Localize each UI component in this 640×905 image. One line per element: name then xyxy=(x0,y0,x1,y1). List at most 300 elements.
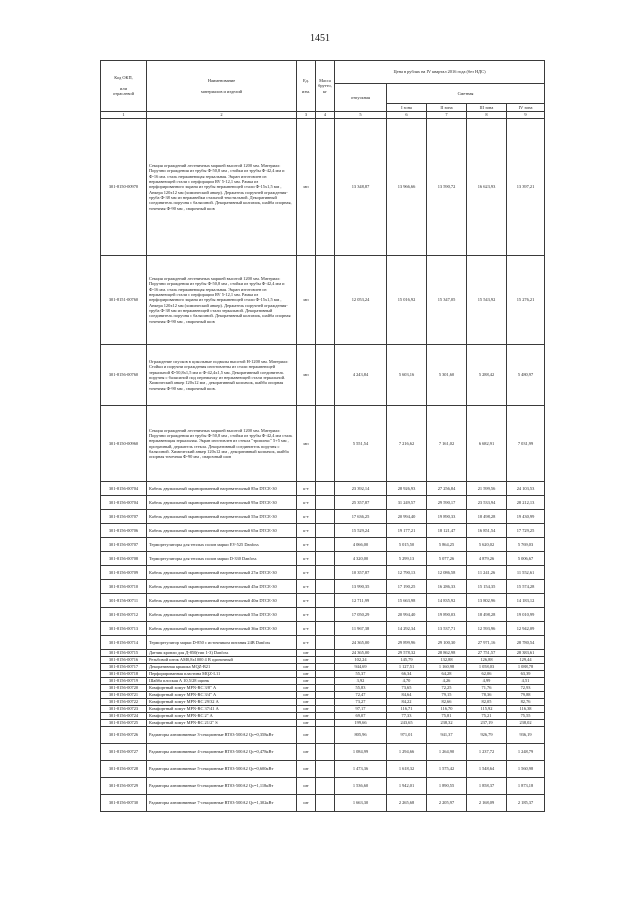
row-zone-3-price: 5 288,42 xyxy=(467,345,507,406)
header-unit: Ед. изм. xyxy=(297,61,316,112)
row-code: 301-8156-00710 xyxy=(101,580,147,594)
row-zone-1-price: 77,33 xyxy=(387,713,427,720)
row-release-price: 69,07 xyxy=(335,713,387,720)
row-zone-1-price: 1 618,32 xyxy=(387,761,427,778)
row-zone-3-price: 13 802,96 xyxy=(467,594,507,608)
row-zone-1-price: 28 926,93 xyxy=(387,482,427,496)
table-row xyxy=(101,706,545,713)
row-zone-2-price: 941,37 xyxy=(427,727,467,744)
row-mass xyxy=(316,482,335,496)
row-zone-2-price: 18 121,47 xyxy=(427,524,467,538)
table-row xyxy=(101,713,545,720)
row-unit: шт xyxy=(297,720,316,727)
row-code: 301-8156-00727 xyxy=(101,744,147,761)
row-zone-1-price: 19 177,21 xyxy=(387,524,427,538)
row-zone-2-price: 72,25 xyxy=(427,685,467,692)
row-zone-2-price: 5 077,26 xyxy=(427,552,467,566)
row-release-price: 55,83 xyxy=(335,685,387,692)
row-code: 301-8156-00760 xyxy=(101,345,147,406)
row-description: Декоративная крышка MQZ-B21 xyxy=(147,664,297,671)
row-zone-3-price: 15 154,35 xyxy=(467,580,507,594)
row-unit: к-т xyxy=(297,496,316,510)
row-zone-1-price: 66,34 xyxy=(387,671,427,678)
row-zone-1-price: 31 249,57 xyxy=(387,496,427,510)
row-mass xyxy=(316,622,335,636)
row-code: 301-8156-00706 xyxy=(101,524,147,538)
table-row xyxy=(101,496,545,510)
col-number: 9 xyxy=(507,112,545,119)
row-description: Радиаторы алюминиевые 3-секционные RT03-500А2 Qс=0,358кВт xyxy=(147,727,297,744)
row-zone-2-price: 1 890,55 xyxy=(427,778,467,795)
table-row xyxy=(101,636,545,650)
row-code: 301-8156-00724 xyxy=(101,713,147,720)
row-zone-3-price: 16 623,93 xyxy=(467,119,507,256)
row-zone-1-price: 243,65 xyxy=(387,720,427,727)
row-zone-1-price: 1 942,01 xyxy=(387,778,427,795)
row-zone-1-price: 15 016,92 xyxy=(387,256,427,345)
row-code: 301-8156-00718 xyxy=(101,671,147,678)
row-release-price: 3,92 xyxy=(335,678,387,685)
row-zone-1-price: 84,22 xyxy=(387,699,427,706)
row-zone-4-price: 19 010,99 xyxy=(507,608,545,622)
row-zone-4-price: 11 552,61 xyxy=(507,566,545,580)
row-mass xyxy=(316,713,335,720)
row-zone-3-price: 12 593,96 xyxy=(467,622,507,636)
table-row xyxy=(101,406,545,482)
row-release-price: 4 320,00 xyxy=(335,552,387,566)
row-zone-2-price: 75,81 xyxy=(427,713,467,720)
table-row xyxy=(101,524,545,538)
row-mass xyxy=(316,727,335,744)
row-zone-3-price: 4 879,26 xyxy=(467,552,507,566)
row-zone-1-price: 145,79 xyxy=(387,657,427,664)
table-row xyxy=(101,510,545,524)
col-number: 4 xyxy=(316,112,335,119)
row-release-price: 13 348,87 xyxy=(335,119,387,256)
row-description: Комфортный хомут MPN-RC 2" А xyxy=(147,713,297,720)
row-zone-3-price: 1 237,72 xyxy=(467,744,507,761)
row-description: Комфортный хомут MPN-RC 37/41 А xyxy=(147,706,297,713)
row-description: Секция ограждений лестничных маршей высотой 1200 мм. Материал: Поручни ограждения из трубы Ф-50,8 мм , стойки из трубы Ф-42,4 мм и Ф-16 мм. сталь нержавеющая зеркальная. Экран изготовлен из нержавеющей стали с перфорации RV 5-12,1 мм. Рамка из перфорированного экрана из трубы нержавеющей стали Ф-15х1,5 мм , Анкера 120х12 мм (химический анкер). Держатель поручней ограждения-труба Ф-38 мм из нержавеющей стали зеркальной. Декоративный соединитель поручня с балясиной. Декоративный колпачок, шайба опорная точечная Ф-90 мм , сварочный шов xyxy=(147,256,297,345)
header-mass: Масса брутто, кг xyxy=(316,61,335,112)
row-unit: мп xyxy=(297,345,316,406)
row-zone-3-price: 1 858,37 xyxy=(467,778,507,795)
row-code: 301-8156-00704 xyxy=(101,482,147,496)
row-zone-4-price: 82,76 xyxy=(507,699,545,706)
row-unit: к-т xyxy=(297,566,316,580)
row-release-price: 24 365,00 xyxy=(335,636,387,650)
row-description: Комфортный хомут MPN-RC 3/8" А xyxy=(147,685,297,692)
row-code: 301-8156-00714 xyxy=(101,636,147,650)
row-unit: шт xyxy=(297,706,316,713)
table-row xyxy=(101,727,545,744)
row-release-price: 1 473,36 xyxy=(335,761,387,778)
row-release-price: 4 243,84 xyxy=(335,345,387,406)
row-unit: к-т xyxy=(297,594,316,608)
column-number-row xyxy=(101,112,545,119)
row-mass xyxy=(316,510,335,524)
table-row xyxy=(101,622,545,636)
row-zone-4-price: 1 088,78 xyxy=(507,664,545,671)
row-description: Терморегуляторы для теплых полов марки D-330 Danfoss xyxy=(147,552,297,566)
row-description: Комфортный хомут MPN-RC 29/32 А xyxy=(147,699,297,706)
header-release: отпускная xyxy=(335,84,387,112)
row-zone-3-price: 27 751,57 xyxy=(467,650,507,657)
row-code: 301-8156-00725 xyxy=(101,720,147,727)
row-mass xyxy=(316,657,335,664)
row-zone-3-price: 2 168,09 xyxy=(467,795,507,812)
row-mass xyxy=(316,566,335,580)
table-row xyxy=(101,580,545,594)
row-mass xyxy=(316,778,335,795)
row-zone-3-price: 27 971,16 xyxy=(467,636,507,650)
row-release-price: 24 365,00 xyxy=(335,650,387,657)
col-number: 6 xyxy=(387,112,427,119)
table-row xyxy=(101,482,545,496)
row-release-price: 10 357,87 xyxy=(335,566,387,580)
table-row xyxy=(101,761,545,778)
row-unit: к-т xyxy=(297,552,316,566)
row-code: 301-8156-00704 xyxy=(101,496,147,510)
row-zone-4-price: 116,38 xyxy=(507,706,545,713)
table-row xyxy=(101,720,545,727)
row-unit: шт xyxy=(297,744,316,761)
row-description: Резьбовой шток АМ0,8х1000 4 В одиночный xyxy=(147,657,297,664)
row-release-price: 17 050,29 xyxy=(335,608,387,622)
table-row xyxy=(101,119,545,256)
table-row xyxy=(101,256,545,345)
row-zone-1-price: 5 603,16 xyxy=(387,345,427,406)
row-zone-3-price: 75,21 xyxy=(467,713,507,720)
row-zone-4-price: 936,19 xyxy=(507,727,545,744)
header-estimate: Сметная xyxy=(387,84,545,104)
table-row xyxy=(101,685,545,692)
row-description: Радиаторы алюминиевые 7-секционные RT03-500А2 Qс=1,302кВт xyxy=(147,795,297,812)
row-zone-4-price: 24 103,53 xyxy=(507,482,545,496)
row-zone-4-price: 13 397,21 xyxy=(507,119,545,256)
row-zone-2-price: 1 264,90 xyxy=(427,744,467,761)
row-unit: к-т xyxy=(297,482,316,496)
row-description: Кабель двужильный экранированный нагревательный 55м DTCE-30 xyxy=(147,510,297,524)
table-row xyxy=(101,664,545,671)
row-unit: к-т xyxy=(297,538,316,552)
row-mass xyxy=(316,706,335,713)
row-mass xyxy=(316,685,335,692)
row-mass xyxy=(316,795,335,812)
row-code: 301-8156-00721 xyxy=(101,692,147,699)
row-zone-2-price: 29 590,17 xyxy=(427,496,467,510)
row-release-price: 15 529,24 xyxy=(335,524,387,538)
row-description: Комфортный хомут MPN-RC 21/2" S xyxy=(147,720,297,727)
row-code: 301-8150-00960 xyxy=(101,406,147,482)
row-zone-3-price: 21 599,56 xyxy=(467,482,507,496)
row-zone-3-price: 1 058,03 xyxy=(467,664,507,671)
row-code: 301-8156-00707 xyxy=(101,510,147,524)
header-zone-1: I зона xyxy=(387,104,427,112)
row-code: 301-8156-00719 xyxy=(101,678,147,685)
table-body xyxy=(101,119,545,812)
row-zone-2-price: 64,28 xyxy=(427,671,467,678)
row-code: 301-8156-00708 xyxy=(101,552,147,566)
row-release-price: 73,27 xyxy=(335,699,387,706)
row-zone-4-price: 15 574,28 xyxy=(507,580,545,594)
row-unit: шт xyxy=(297,699,316,706)
row-zone-4-price: 72,93 xyxy=(507,685,545,692)
row-zone-3-price: 82,05 xyxy=(467,699,507,706)
row-unit: мп xyxy=(297,406,316,482)
header-zone-4: IV зона xyxy=(507,104,545,112)
row-description: Секция ограждений лестничных маршей высотой 1200 мм. Материал: Поручни ограждения из трубы Ф-50,8 мм , стойки из трубы Ф-42,4 мм и Ф-16 мм. сталь нержавеющая зеркальная. Экран изготовлен из нержавеющей стали с перфорации RV 5-12,1 мм. Рамка из перфорированного экрана из трубы нержавеющей стали Ф-15х1,5 мм , Анкера 120х12 мм (химический анкер). Держатель поручней ограждения-труба Ф-38 мм из нержавейки стальной текстильной. Декоративный соединитель поручня с балясиной. Декоративный колпачок, шайба опорная, точечная Ф-90 мм , сварочный шов xyxy=(147,119,297,256)
row-unit: к-т xyxy=(297,636,316,650)
row-description: Шайба плоская А 10,5/28 оцинк xyxy=(147,678,297,685)
row-zone-3-price: 62,06 xyxy=(467,671,507,678)
header-row-1 xyxy=(101,61,545,84)
row-code: 301-8156-00716 xyxy=(101,657,147,664)
row-zone-2-price: 79,15 xyxy=(427,692,467,699)
row-zone-3-price: 11 241,26 xyxy=(467,566,507,580)
row-zone-1-price: 20 994,40 xyxy=(387,608,427,622)
row-mass xyxy=(316,671,335,678)
row-zone-2-price: 19 890,03 xyxy=(427,608,467,622)
row-unit: мп xyxy=(297,119,316,256)
row-zone-2-price: 4,26 xyxy=(427,678,467,685)
row-unit: к-т xyxy=(297,622,316,636)
row-description: Радиаторы алюминиевые 6-секционные RT03-500А2 Qс=1,118кВт xyxy=(147,778,297,795)
row-code: 301-8156-00709 xyxy=(101,566,147,580)
row-release-price: 12 711,99 xyxy=(335,594,387,608)
row-release-price: 55,37 xyxy=(335,671,387,678)
row-zone-4-price: 79,88 xyxy=(507,692,545,699)
row-release-price: 5 551,54 xyxy=(335,406,387,482)
row-code: 301-8156-00722 xyxy=(101,699,147,706)
col-number: 8 xyxy=(467,112,507,119)
row-mass xyxy=(316,524,335,538)
row-zone-3-price: 6 682,91 xyxy=(467,406,507,482)
row-zone-4-price: 28 212,13 xyxy=(507,496,545,510)
row-zone-4-price: 63,39 xyxy=(507,671,545,678)
row-mass xyxy=(316,594,335,608)
row-mass xyxy=(316,552,335,566)
row-description: Датчик кровли для Д-850(тип 1-3) Danfoss xyxy=(147,650,297,657)
row-zone-4-price: 75,55 xyxy=(507,713,545,720)
row-zone-1-price: 12 790,13 xyxy=(387,566,427,580)
row-mass xyxy=(316,406,335,482)
row-zone-3-price: 78,36 xyxy=(467,692,507,699)
row-release-price: 1 663,30 xyxy=(335,795,387,812)
row-zone-4-price: 28 780,54 xyxy=(507,636,545,650)
row-code: 301-8156-00720 xyxy=(101,685,147,692)
row-release-price: 199,66 xyxy=(335,720,387,727)
row-zone-4-price: 129,44 xyxy=(507,657,545,664)
row-zone-4-price: 1 873,18 xyxy=(507,778,545,795)
row-release-price: 944,69 xyxy=(335,664,387,671)
row-zone-4-price: 17 729,25 xyxy=(507,524,545,538)
row-zone-1-price: 29 899,96 xyxy=(387,636,427,650)
row-code: 301-8156-00711 xyxy=(101,594,147,608)
row-zone-2-price: 82,66 xyxy=(427,699,467,706)
row-code: 301-8156-00712 xyxy=(101,608,147,622)
row-unit: шт xyxy=(297,650,316,657)
row-zone-3-price: 4,99 xyxy=(467,678,507,685)
row-release-price: 1 536,60 xyxy=(335,778,387,795)
row-description: Терморегулятор марки D-850 с источником питания 24В Danfoss xyxy=(147,636,297,650)
row-unit: к-т xyxy=(297,524,316,538)
row-description: Терморегуляторы для теплых полов марки EV-525 Danfoss xyxy=(147,538,297,552)
row-zone-1-price: 4,70 xyxy=(387,678,427,685)
table-row xyxy=(101,552,545,566)
row-zone-3-price: 1 548,64 xyxy=(467,761,507,778)
row-unit: шт xyxy=(297,727,316,744)
row-description: Кабель двужильный экранированный нагревательный 85м DTCE-30 xyxy=(147,482,297,496)
row-zone-2-price: 12 086,58 xyxy=(427,566,467,580)
row-unit: шт xyxy=(297,713,316,720)
row-zone-3-price: 237,19 xyxy=(467,720,507,727)
row-mass xyxy=(316,699,335,706)
header-zone-2: II зона xyxy=(427,104,467,112)
row-description: Кабель двужильный экранированный нагревательный 40м DTCE-30 xyxy=(147,594,297,608)
row-unit: шт xyxy=(297,657,316,664)
row-zone-2-price: 1 160,98 xyxy=(427,664,467,671)
row-zone-2-price: 116,70 xyxy=(427,706,467,713)
row-zone-2-price: 132,88 xyxy=(427,657,467,664)
row-zone-3-price: 71,76 xyxy=(467,685,507,692)
row-mass xyxy=(316,664,335,671)
row-release-price: 13 990,35 xyxy=(335,580,387,594)
row-zone-3-price: 926,79 xyxy=(467,727,507,744)
row-zone-2-price: 5 864,25 xyxy=(427,538,467,552)
page-number: 1451 xyxy=(310,33,330,44)
header-code: Код ОКП, или отраслевой xyxy=(101,61,147,112)
row-zone-1-price: 5 299,13 xyxy=(387,552,427,566)
row-zone-1-price: 13 966,66 xyxy=(387,119,427,256)
row-description: Кабель двужильный экранированный нагревательный 45м DTCE-30 xyxy=(147,580,297,594)
table-row xyxy=(101,795,545,812)
row-zone-4-price: 5 006,67 xyxy=(507,552,545,566)
row-zone-1-price: 116,71 xyxy=(387,706,427,713)
row-zone-4-price: 1 248,79 xyxy=(507,744,545,761)
col-number: 3 xyxy=(297,112,316,119)
row-zone-4-price: 4,51 xyxy=(507,678,545,685)
row-zone-2-price: 27 256,84 xyxy=(427,482,467,496)
table-row xyxy=(101,566,545,580)
col-number: 2 xyxy=(147,112,297,119)
row-zone-2-price: 16 286,33 xyxy=(427,580,467,594)
row-zone-2-price: 28 862,98 xyxy=(427,650,467,657)
row-zone-4-price: 14 183,12 xyxy=(507,594,545,608)
row-release-price: 97,17 xyxy=(335,706,387,713)
table-row xyxy=(101,657,545,664)
row-zone-3-price: 18 498,28 xyxy=(467,608,507,622)
row-zone-4-price: 2 185,37 xyxy=(507,795,545,812)
row-zone-2-price: 19 890,33 xyxy=(427,510,467,524)
row-unit: шт xyxy=(297,778,316,795)
row-zone-4-price: 5 480,97 xyxy=(507,345,545,406)
row-zone-2-price: 2 205,97 xyxy=(427,795,467,812)
row-release-price: 23 392,14 xyxy=(335,482,387,496)
col-number: 1 xyxy=(101,112,147,119)
row-unit: шт xyxy=(297,671,316,678)
row-mass xyxy=(316,496,335,510)
row-zone-1-price: 29 578,32 xyxy=(387,650,427,657)
row-zone-4-price: 1 560,98 xyxy=(507,761,545,778)
table-row xyxy=(101,692,545,699)
row-mass xyxy=(316,744,335,761)
row-zone-2-price: 5 301,60 xyxy=(427,345,467,406)
row-release-price: 4 066,00 xyxy=(335,538,387,552)
row-release-price: 1 084,99 xyxy=(335,744,387,761)
table-row xyxy=(101,608,545,622)
price-table xyxy=(100,60,545,812)
table-row xyxy=(101,744,545,761)
row-zone-1-price: 5 015,50 xyxy=(387,538,427,552)
row-mass xyxy=(316,345,335,406)
row-zone-3-price: 18 498,28 xyxy=(467,510,507,524)
row-description: Перфорированная пластина MQZ-L11 xyxy=(147,671,297,678)
row-zone-1-price: 84,64 xyxy=(387,692,427,699)
row-code: 301-8156-00713 xyxy=(101,622,147,636)
row-zone-1-price: 2 265,68 xyxy=(387,795,427,812)
col-number: 7 xyxy=(427,112,467,119)
row-zone-2-price: 14 835,92 xyxy=(427,594,467,608)
row-mass xyxy=(316,538,335,552)
table-row xyxy=(101,594,545,608)
row-release-price: 11 967,38 xyxy=(335,622,387,636)
row-release-price: 17 636,25 xyxy=(335,510,387,524)
row-zone-3-price: 16 851,54 xyxy=(467,524,507,538)
table-row xyxy=(101,538,545,552)
row-description: Радиаторы алюминиевые 4-секционные RT03-500А2 Qс=0,478кВт xyxy=(147,744,297,761)
row-mass xyxy=(316,580,335,594)
table-row xyxy=(101,671,545,678)
row-description: Ограждение спусков в цокольные подвалы высотой Н-1200 мм. Материал: Стойки и поручни ограждения изготовлены из стали нержавеющей зеркальной Ф-50,8х1,5 мм и Ф-42,4х1,5 мм. Декоративный соединитель поручня с балясиной под перемычку из нержавеющей стали зеркальной. Химический анкер 120х12 мм , декоративный колпачок, шайба опорная точечная Ф-90 мм , сварочный шов. xyxy=(147,345,297,406)
row-code: 301-8156-00730 xyxy=(101,795,147,812)
row-zone-3-price: 5 620,02 xyxy=(467,538,507,552)
row-zone-2-price: 29 100,30 xyxy=(427,636,467,650)
row-zone-3-price: 115,92 xyxy=(467,706,507,713)
row-zone-2-price: 13 590,72 xyxy=(427,119,467,256)
row-mass xyxy=(316,692,335,699)
row-release-price: 12 053,24 xyxy=(335,256,387,345)
row-zone-3-price: 23 533,94 xyxy=(467,496,507,510)
table-row xyxy=(101,650,545,657)
row-unit: шт xyxy=(297,692,316,699)
row-release-price: 72,47 xyxy=(335,692,387,699)
row-zone-1-price: 7 216,62 xyxy=(387,406,427,482)
row-zone-4-price: 238,02 xyxy=(507,720,545,727)
row-zone-4-price: 12 942,09 xyxy=(507,622,545,636)
row-code: 301-8156-00728 xyxy=(101,761,147,778)
row-zone-1-price: 17 190,25 xyxy=(387,580,427,594)
row-zone-2-price: 15 347,05 xyxy=(427,256,467,345)
row-unit: шт xyxy=(297,664,316,671)
header-zone-3: III зона xyxy=(467,104,507,112)
row-unit: шт xyxy=(297,761,316,778)
row-unit: к-т xyxy=(297,580,316,594)
row-mass xyxy=(316,608,335,622)
row-zone-3-price: 126,88 xyxy=(467,657,507,664)
row-mass xyxy=(316,761,335,778)
row-zone-2-price: 13 537,71 xyxy=(427,622,467,636)
table-row xyxy=(101,699,545,706)
row-mass xyxy=(316,636,335,650)
row-unit: шт xyxy=(297,678,316,685)
row-zone-2-price: 1 575,42 xyxy=(427,761,467,778)
row-zone-4-price: 15 276,21 xyxy=(507,256,545,345)
row-zone-2-price: 7 161,02 xyxy=(427,406,467,482)
row-code: 301-8151-00760 xyxy=(101,256,147,345)
row-description: Секция ограждений лестничных маршей высотой 1200 мм. Материал: Поручни ограждения из трубы Ф-50,8 мм , стойки из трубы Ф-42,4 мм сталь нержавеющая зеркальная. Экран изготовлен из стекла "триплекс" 5+5 мм , прозрачный, держатель стекла. Декоративный соединитель поручня с балясиной. Химический анкер 120х12 мм , декоративный колпачок, шайба опорная точечная Ф-90 мм , сварочный шов xyxy=(147,406,297,482)
row-zone-4-price: 28 383,61 xyxy=(507,650,545,657)
